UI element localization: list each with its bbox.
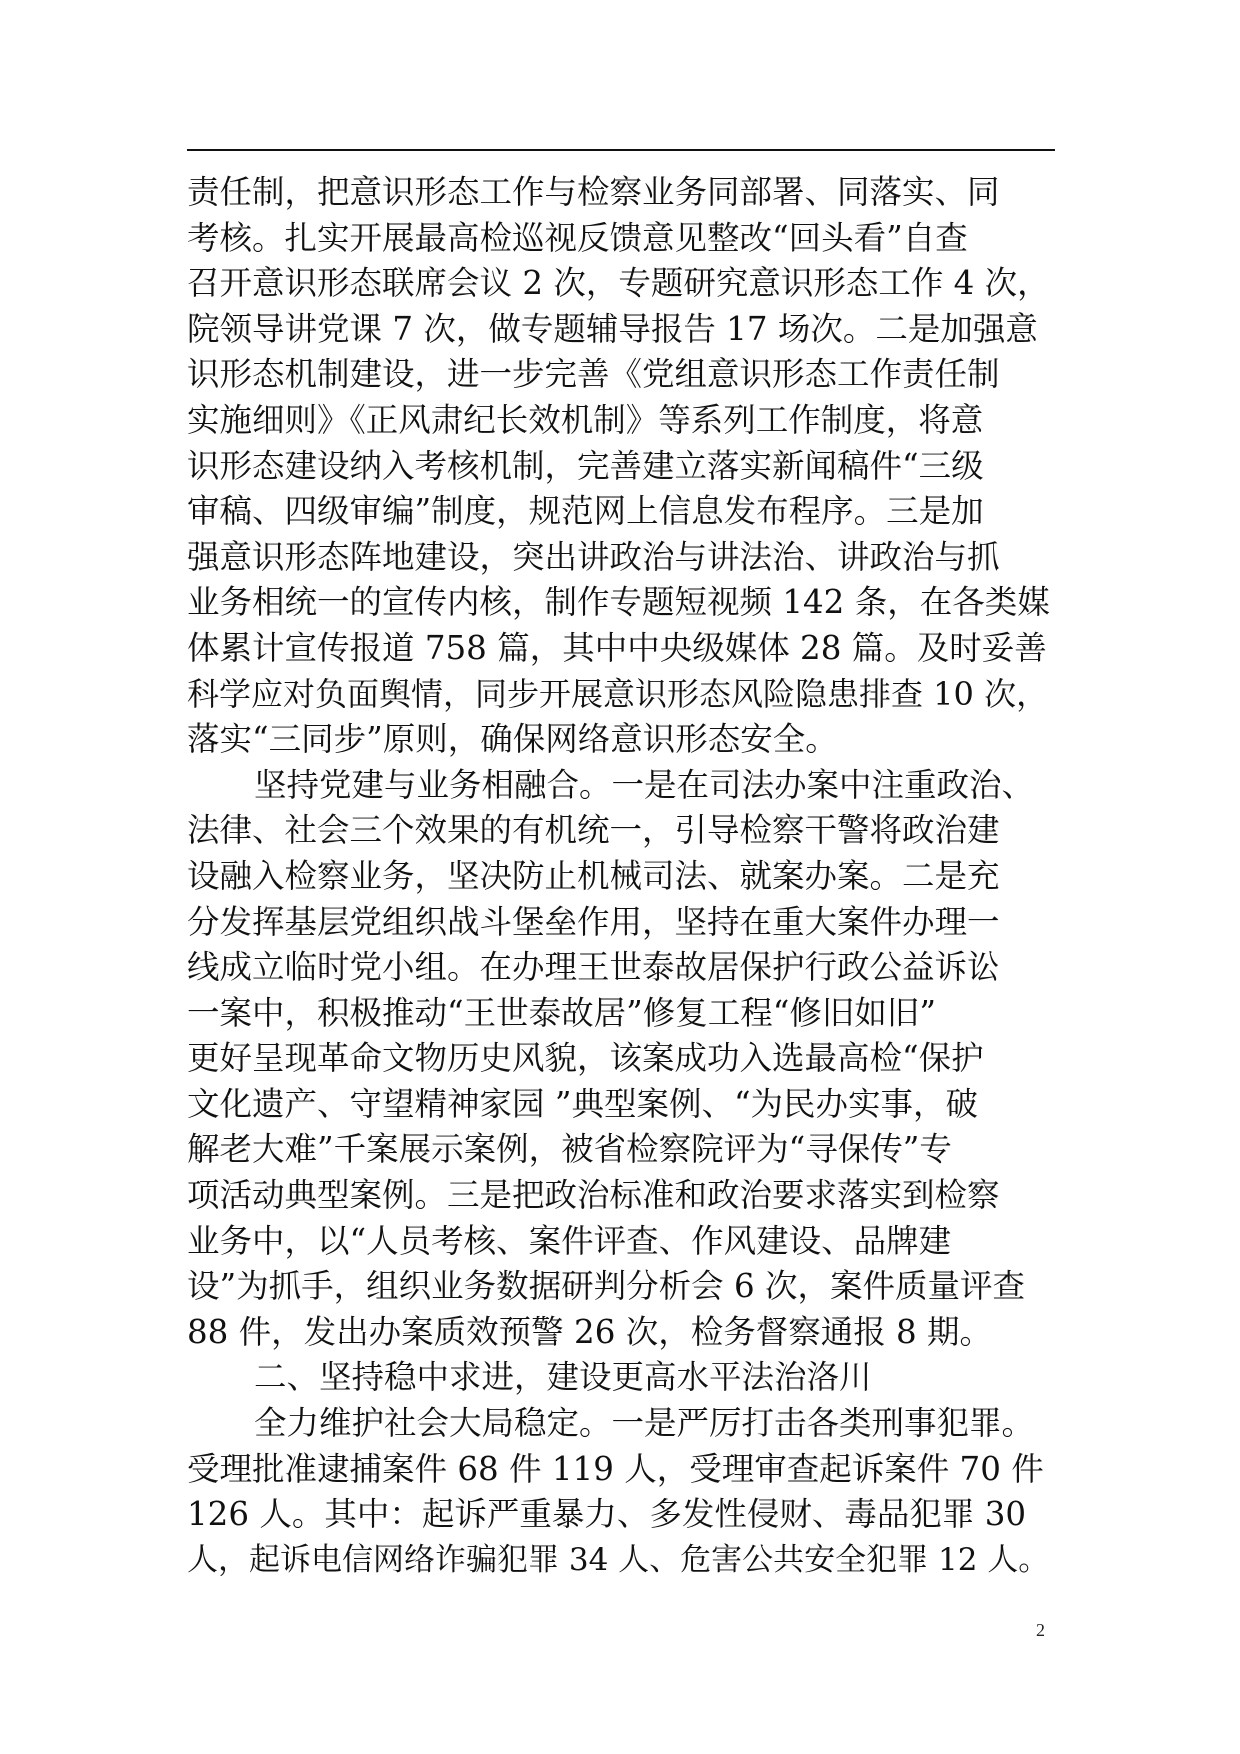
text-line: 设融入检察业务，坚决防止机械司法、就案办案。二是充 <box>187 856 1000 895</box>
section-heading: 二、坚持稳中求进，建设更高水平法治洛川 <box>254 1358 872 1397</box>
text-line: 分发挥基层党组织战斗堡垒作用，坚持在重大案件办理一 <box>187 902 1000 941</box>
paragraph-start-line: 坚持党建与业务相融合。一是在司法办案中注重政治、 <box>254 765 1035 804</box>
page-number: 2 <box>1036 1620 1045 1640</box>
text-line: 体累计宣传报道 758 篇，其中中央级媒体 28 篇。及时妥善 <box>187 628 1047 667</box>
text-line: 业务相统一的宣传内核，制作专题短视频 142 条，在各类媒 <box>187 583 1050 622</box>
text-line: 受理批准逮捕案件 68 件 119 人，受理审查起诉案件 70 件 <box>187 1449 1044 1488</box>
text-line: 解老大难”千案展示案例，被省检察院评为“寻保传”专 <box>187 1130 952 1169</box>
text-line: 业务中，以“人员考核、案件评查、作风建设、品牌建 <box>187 1221 952 1260</box>
text-line: 线成立临时党小组。在办理王世泰故居保护行政公益诉讼 <box>187 948 1000 987</box>
text-line: 文化遗产、守望精神家园 ”典型案例、“为民办实事，破 <box>187 1084 979 1123</box>
text-line: 考核。扎实开展最高检巡视反馈意见整改“回头看”自查 <box>187 218 968 257</box>
text-line: 实施细则》《正风肃纪长效机制》等系列工作制度，将意 <box>187 400 984 439</box>
text-line: 126 人。其中：起诉严重暴力、多发性侵财、毒品犯罪 30 <box>187 1495 1027 1534</box>
text-line: 更好呈现革命文物历史风貌，该案成功入选最高检“保护 <box>187 1039 984 1078</box>
text-line: 落实“三同步”原则，确保网络意识形态安全。 <box>187 720 838 759</box>
header-rule <box>187 149 1055 151</box>
text-line: 召开意识形态联席会议 2 次，专题研究意识形态工作 4 次， <box>187 264 1050 303</box>
text-line: 强意识形态阵地建设，突出讲政治与讲法治、讲政治与抓 <box>187 537 1000 576</box>
text-line: 科学应对负面舆情，同步开展意识形态风险隐患排查 10 次， <box>187 674 1049 713</box>
text-line: 法律、社会三个效果的有机统一，引导检察干警将政治建 <box>187 811 1000 850</box>
paragraph-start-line: 全力维护社会大局稳定。一是严厉打击各类刑事犯罪。 <box>254 1404 1035 1443</box>
text-line: 项活动典型案例。三是把政治标准和政治要求落实到检察 <box>187 1176 1000 1215</box>
text-line: 一案中，积极推动“王世泰故居”修复工程“修旧如旧” <box>187 993 936 1032</box>
text-line: 识形态建设纳入考核机制，完善建立落实新闻稿件“三级 <box>187 446 984 485</box>
text-line: 设”为抓手，组织业务数据研判分析会 6 次，案件质量评查 <box>187 1267 1025 1306</box>
text-line: 88 件，发出办案质效预警 26 次，检务督察通报 8 期。 <box>187 1312 993 1351</box>
document-body <box>187 170 1055 1583</box>
text-line: 院领导讲党课 7 次，做专题辅导报告 17 场次。二是加强意 <box>187 309 1038 348</box>
text-line: 审稿、四级审编”制度，规范网上信息发布程序。三是加 <box>187 492 984 531</box>
text-line: 识形态机制建设，进一步完善《党组意识形态工作责任制 <box>187 355 1000 394</box>
text-line: 人，起诉电信网络诈骗犯罪 34 人、危害公共安全犯罪 12 人。 <box>187 1541 1050 1578</box>
text-line: 责任制，把意识形态工作与检察业务同部署、同落实、同 <box>187 173 1000 211</box>
